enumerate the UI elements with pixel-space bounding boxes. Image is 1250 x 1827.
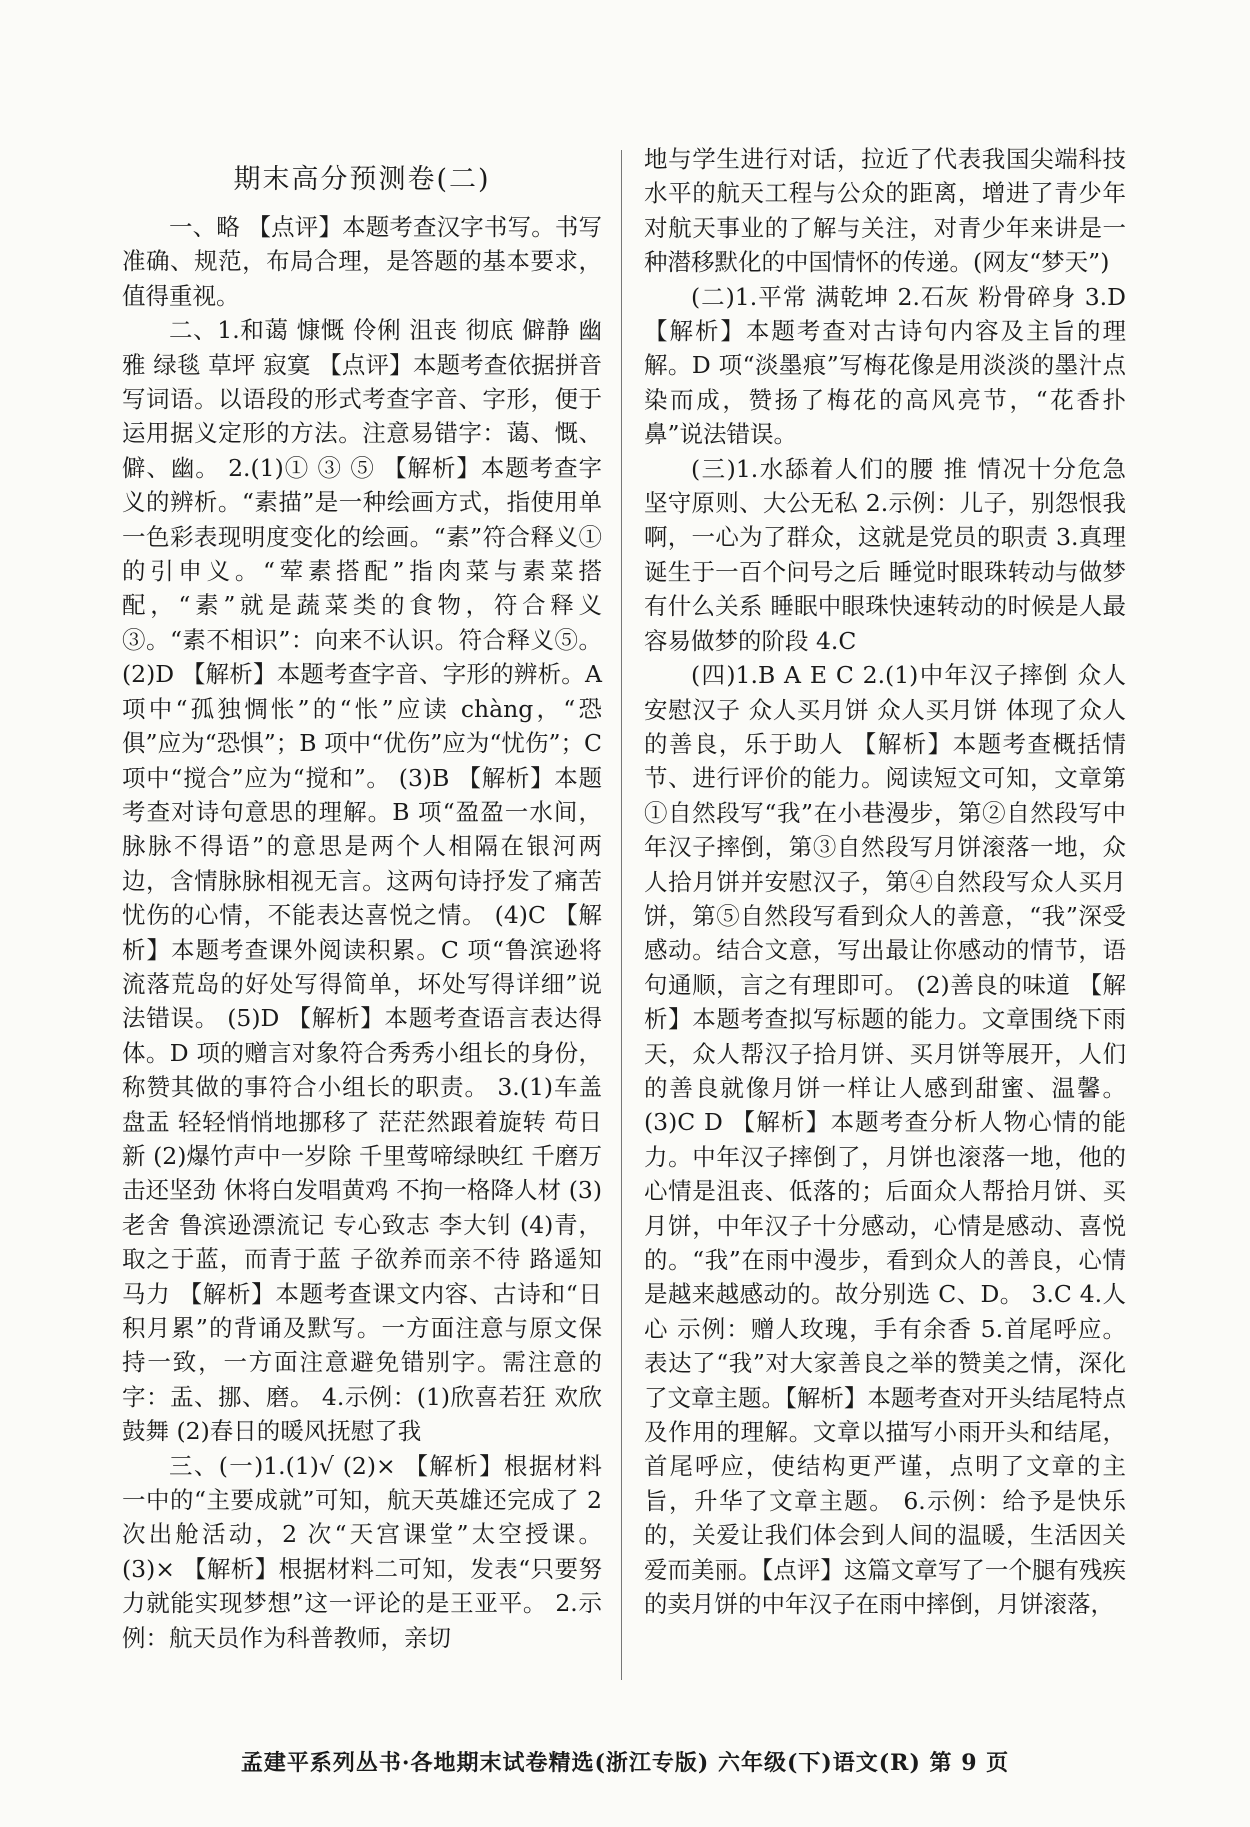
page-footer: 孟建平系列丛书·各地期末试卷精选(浙江专版) 六年级(下)语文(R) 第 9 页 bbox=[240, 1750, 1010, 1776]
answer-paragraph: (四)1.B A E C 2.(1)中年汉子摔倒 众人安慰汉子 众人买月饼 众人买月饼 体现了众人的善良，乐于助人 【解析】本题考查概括情节、进行评价的能力。阅读短文可知，文章第①自然段写“我”在小巷漫步，第②自然段写中年汉子摔倒，第③自然段写月饼滚落一地，众人拾月饼并安慰汉子，第④自然段写众人买月饼，第⑤自然段写看到众人的善意，“我”深受感动。结合文意，写出最让你感动的情节，语句通顺，言之有理即可。 (2)善良的味道 【解析】本题考查拟写标题的能力。文章围绕下雨天，众人帮汉子拾月饼、买月饼等展开，人们的善良就像月饼一样让人感到甜蜜、温馨。 (3)C D 【解析】本题考查分析人物心情的能力。中年汉子摔倒了，月饼也滚落一地，他的心情是沮丧、低落的；后面众人帮拾月饼、买月饼，中年汉子十分感动，心情是感动、喜悦的。“我”在雨中漫步，看到众人的善良，心情是越来越感动的。故分别选 C、D。 3.C 4.人心 示例：赠人玫瑰，手有余香 5.首尾呼应。表达了“我”对大家善良之举的赞美之情，深化了文章主题。【解析】本题考查对开头结尾特点及作用的理解。文章以描写小雨开头和结尾，首尾呼应，使结构更严谨，点明了文章的主旨，升华了文章主题。 6.示例：给予是快乐的，关爱让我们体会到人间的温暖，生活因关爱而美丽。【点评】这篇文章写了一个腿有残疾的卖月饼的中年汉子在雨中摔倒，月饼滚落， bbox=[644, 661, 1126, 1619]
left-column bbox=[122, 160, 602, 1655]
column-divider bbox=[621, 150, 622, 1680]
answer-paragraph: 一、略 【点评】本题考查汉字书写。书写准确、规范，布局合理，是答题的基本要求，值得重视。 bbox=[122, 213, 602, 310]
answer-paragraph: 二、1.和蔼 慷慨 伶俐 沮丧 彻底 僻静 幽雅 绿毯 草坪 寂寞 【点评】本题考查依据拼音写词语。以语段的形式考查字音、字形，便于运用据义定形的方法。注意易错字：蔼、慨、僻、幽。 2.(1)① ③ ⑤ 【解析】本题考查字义的辨析。“素描”是一种绘画方式，指使用单一色彩表现明度变化的绘画。“素”符合释义①的引申义。“荤素搭配”指肉菜与素菜搭配，“素”就是蔬菜类的食物，符合释义③。“素不相识”：向来不认识。符合释义⑤。 (2)D 【解析】本题考查字音、字形的辨析。A 项中“孤独惆怅”的“怅”应读 chàng，“恐俱”应为“恐惧”；B 项中“优伤”应为“忧伤”；C 项中“搅合”应为“搅和”。 (3)B 【解析】本题考查对诗句意思的理解。B 项“盈盈一水间，脉脉不得语”的意思是两个人相隔在银河两边，含情脉脉相视无言。这两句诗抒发了痛苦忧伤的心情，不能表达喜悦之情。 (4)C 【解析】本题考查课外阅读积累。C 项“鲁滨逊将流落荒岛的好处写得简单，坏处写得详细”说法错误。 (5)D 【解析】本题考查语言表达得体。D 项的赠言对象符合秀秀小组长的身份，称赞其做的事符合小组长的职责。 3.(1)车盖 盘盂 轻轻悄悄地挪移了 茫茫然跟着旋转 苟日新 (2)爆竹声中一岁除 千里莺啼绿映红 千磨万击还坚劲 休将白发唱黄鸡 不拘一格降人材 (3)老舍 鲁滨逊漂流记 专心致志 李大钊 (4)青，取之于蓝，而青于蓝 子欲养而亲不待 路遥知马力 【解析】本题考查课文内容、古诗和“日积月累”的背诵及默写。一方面注意与原文保持一致，一方面注意避免错别字。需注意的字：盂、挪、磨。 4.示例：(1)欣喜若狂 欢欣鼓舞 (2)春日的暖风抚慰了我 bbox=[122, 316, 602, 1446]
page-title: 期末高分预测卷(二) bbox=[233, 164, 491, 195]
answer-paragraph: 三、(一)1.(1)√ (2)× 【解析】根据材料一中的“主要成就”可知，航天英雄还完成了 2 次出舱活动，2 次“天宫课堂”太空授课。 (3)× 【解析】根据材料二可知，发表“只要努力就能实现梦想”这一评论的是王亚平。 2.示例：航天员作为科普教师，亲切 bbox=[122, 1451, 602, 1652]
answer-paragraph: (二)1.平常 满乾坤 2.石灰 粉骨碎身 3.D 【解析】本题考查对古诗句内容及主旨的理解。D 项“淡墨痕”写梅花像是用淡淡的墨汁点染而成，赞扬了梅花的高风亮节，“花香扑鼻”说法错误。 bbox=[644, 282, 1126, 449]
answer-paragraph: 地与学生进行对话，拉近了代表我国尖端科技水平的航天工程与公众的距离，增进了青少年对航天事业的了解与关注，对青少年来讲是一种潜移默化的中国情怀的传递。(网友“梦天”) bbox=[644, 145, 1126, 277]
answer-paragraph: (三)1.水舔着人们的腰 推 情况十分危急 坚守原则、大公无私 2.示例：儿子，别怨恨我啊，一心为了群众，这就是党员的职责 3.真理诞生于一百个问号之后 睡觉时眼珠转动与做梦有什么关系 睡眠中眼珠快速转动的时候是人最容易做梦的阶段 4.C bbox=[644, 454, 1126, 655]
right-column bbox=[644, 142, 1126, 1621]
